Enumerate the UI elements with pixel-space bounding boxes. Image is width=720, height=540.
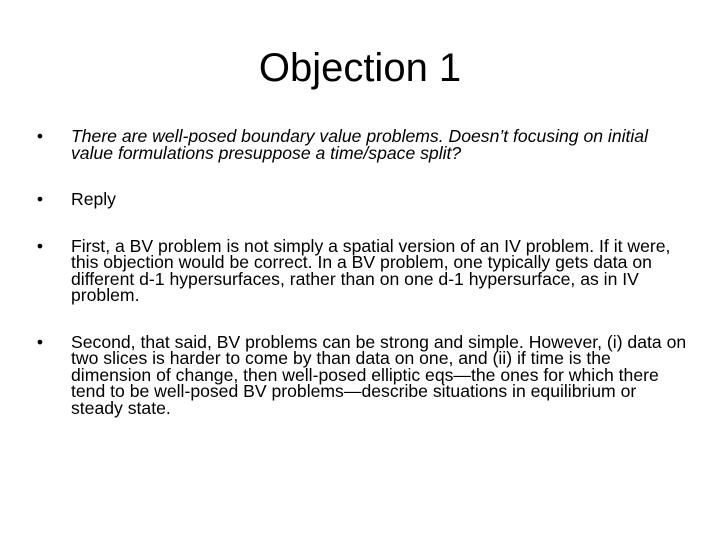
bullet-dot-icon: •: [36, 126, 44, 146]
slide-title: Objection 1: [258, 46, 462, 90]
bullet-first-point: [30, 235, 690, 305]
bullet-text: Second, that said, BV problems can be strong and simple. However, (i) data on two slices is harder to come by than data on one, and (ii) if time is the dimension of change, then well-posed elliptic eqs—the ones for which there tend to be well-posed BV problems—describe situations in equilibrium or steady state.: [71, 331, 687, 418]
bullet-dot-icon: •: [36, 235, 44, 256]
bullet-text: There are well-posed boundary value problems. Doesn’t focusing on initial value formulations presuppose a time/space split?: [71, 126, 649, 163]
bullet-second-point: [30, 331, 690, 418]
bullet-text: Reply: [71, 189, 116, 209]
bullet-list: [30, 128, 690, 416]
bullet-text: First, a BV problem is not simply a spatial version of an IV problem. If it were, this objection would be correct. In a BV problem, one typically gets data on different d-1 hypersurfaces, rather than on one d-1 hypersurface, as in IV problem.: [71, 235, 671, 305]
bullet-objection: [30, 128, 690, 161]
bullet-dot-icon: •: [36, 331, 44, 352]
bullet-dot-icon: •: [36, 189, 44, 209]
bullet-reply: [30, 191, 690, 208]
